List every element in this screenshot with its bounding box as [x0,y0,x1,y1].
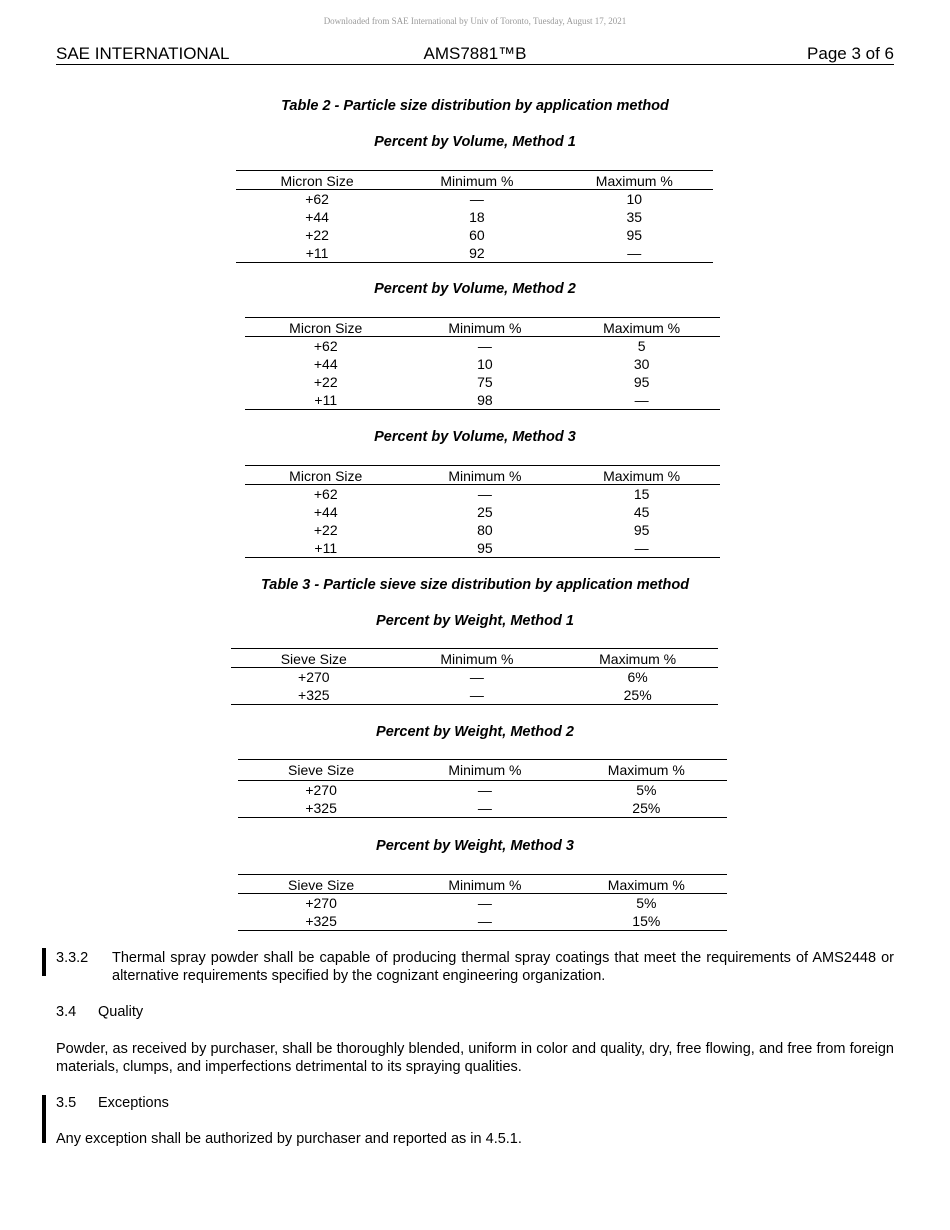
section-number: 3.5 [56,1095,77,1111]
page-header [56,44,894,65]
column-header: Micron Size [236,171,398,190]
table-cell: +22 [313,374,338,390]
header-org: SAE INTERNATIONAL [56,44,230,63]
table3-method3 [238,874,727,931]
table-cell: 95 [626,227,643,243]
table-row [245,539,720,558]
section-3-5-text: Any exception shall be authorized by purchaser and reported as in 4.5.1. [56,1131,522,1147]
table-cell: +11 [245,539,407,558]
table-row [245,521,720,539]
table3-method1-caption: Percent by Weight, Method 1 [376,613,574,629]
section-3-4-text: Powder, as received by purchaser, shall be thoroughly blended, uniform in color and quality, dry, free flowing, and free from foreign materials, clumps, and imperfections detrimental to its spraying qualities. [56,1041,894,1075]
table-cell: 25% [557,686,718,705]
table-row [231,668,718,687]
table-cell: +270 [305,895,337,911]
table3-title: Table 3 - Particle sieve size distribution by application method [260,577,690,593]
table-cell: 10 [477,356,493,372]
table-cell: — [469,669,484,685]
table-cell: 25% [566,799,727,818]
section-number: 3.3.2 [56,950,89,966]
table-cell: 98 [407,391,564,410]
table-cell: 95 [633,374,650,390]
table2-method2-caption: Percent by Volume, Method 2 [374,281,576,297]
table-row [238,894,727,913]
table-cell: +325 [231,686,397,705]
table-cell: — [404,799,565,818]
column-header: Maximum % [566,875,727,894]
table3-method2-caption: Percent by Weight, Method 2 [376,724,574,740]
table-cell: 60 [469,227,485,243]
table-row [245,503,720,521]
table-row [245,355,720,373]
table-row [236,208,713,226]
table-cell: — [556,244,713,263]
table-cell: — [469,191,484,207]
section-number: 3.4 [56,1004,77,1020]
table-cell: +325 [238,799,404,818]
table-cell: 15% [566,912,727,931]
table-cell: +325 [238,912,404,931]
column-header: Minimum % [397,649,558,668]
column-header: Sieve Size [238,875,404,894]
revision-bar [42,948,46,976]
download-watermark: Downloaded from SAE International by Univ of Toronto, Tuesday, August 17, 2021 [323,16,627,26]
table-row [245,337,720,356]
table-cell: 5% [636,895,657,911]
header-page-number: Page 3 of 6 [807,44,894,63]
table2-method3-caption: Percent by Volume, Method 3 [374,429,576,445]
column-header: Sieve Size [238,760,404,781]
table-row [245,373,720,391]
table-row [238,781,727,800]
table-cell: — [477,486,492,502]
column-header: Micron Size [245,466,407,485]
table-cell: 75 [477,374,493,390]
section-heading: Exceptions [98,1095,169,1111]
table-row [245,391,720,410]
table-cell: — [563,539,720,558]
table-cell: 18 [469,209,485,225]
table-cell: 45 [633,504,650,520]
table-cell: +62 [305,191,329,207]
column-header: Minimum % [404,875,565,894]
table3-method2 [238,759,727,818]
table-cell: +270 [298,669,330,685]
table-cell: +22 [313,522,338,538]
table-cell: 6% [627,669,648,685]
column-header: Maximum % [557,649,718,668]
table-row [238,912,727,931]
table-row [231,686,718,705]
table-row [245,485,720,504]
table-cell: 25 [477,504,493,520]
table-cell: 92 [398,244,555,263]
column-header: Maximum % [566,760,727,781]
table-row [236,244,713,263]
table3-method1 [231,648,718,705]
table-cell: 30 [633,356,650,372]
column-header: Minimum % [398,171,555,190]
table-row [236,190,713,209]
table-cell: — [404,912,565,931]
table-cell: 80 [477,522,493,538]
column-header: Micron Size [245,318,407,337]
table-cell: 15 [633,486,650,502]
table2-method1 [236,170,713,263]
column-header: Minimum % [407,466,564,485]
revision-bar [42,1095,46,1143]
table-cell: +62 [313,338,338,354]
header-doc-id: AMS7881™B [423,44,527,63]
table-cell: +62 [313,486,338,502]
table-row [236,226,713,244]
table2-method3 [245,465,720,558]
section-heading: Quality [98,1004,144,1020]
table-cell: 5 [637,338,646,354]
table-cell: 5% [636,782,657,798]
column-header: Minimum % [404,760,565,781]
table-cell: 10 [626,191,643,207]
table-cell: +270 [305,782,337,798]
table-cell: +44 [313,504,338,520]
column-header: Maximum % [563,318,720,337]
column-header: Sieve Size [231,649,397,668]
table-cell: — [477,895,492,911]
table-cell: — [563,391,720,410]
table-cell: +44 [305,209,329,225]
column-header: Maximum % [556,171,713,190]
section-3-3-2-text: Thermal spray powder shall be capable of producing thermal spray coatings that meet the requirements of AMS2448 or alternative requirements specified by the cognizant engineering organization. [112,950,894,984]
table2-method2 [245,317,720,410]
table2-title: Table 2 - Particle size distribution by application method [281,98,669,114]
table-cell: +44 [313,356,338,372]
table2-method1-caption: Percent by Volume, Method 1 [374,134,576,150]
table-cell: +22 [305,227,329,243]
table-cell: — [477,338,492,354]
column-header: Maximum % [563,466,720,485]
table-row [238,799,727,818]
table-cell: +11 [236,244,398,263]
table-cell: — [477,782,492,798]
table3-method3-caption: Percent by Weight, Method 3 [376,838,574,854]
table-cell: — [397,686,558,705]
column-header: Minimum % [407,318,564,337]
table-cell: +11 [245,391,407,410]
table-cell: 95 [633,522,650,538]
table-cell: 35 [626,209,643,225]
table-cell: 95 [407,539,564,558]
